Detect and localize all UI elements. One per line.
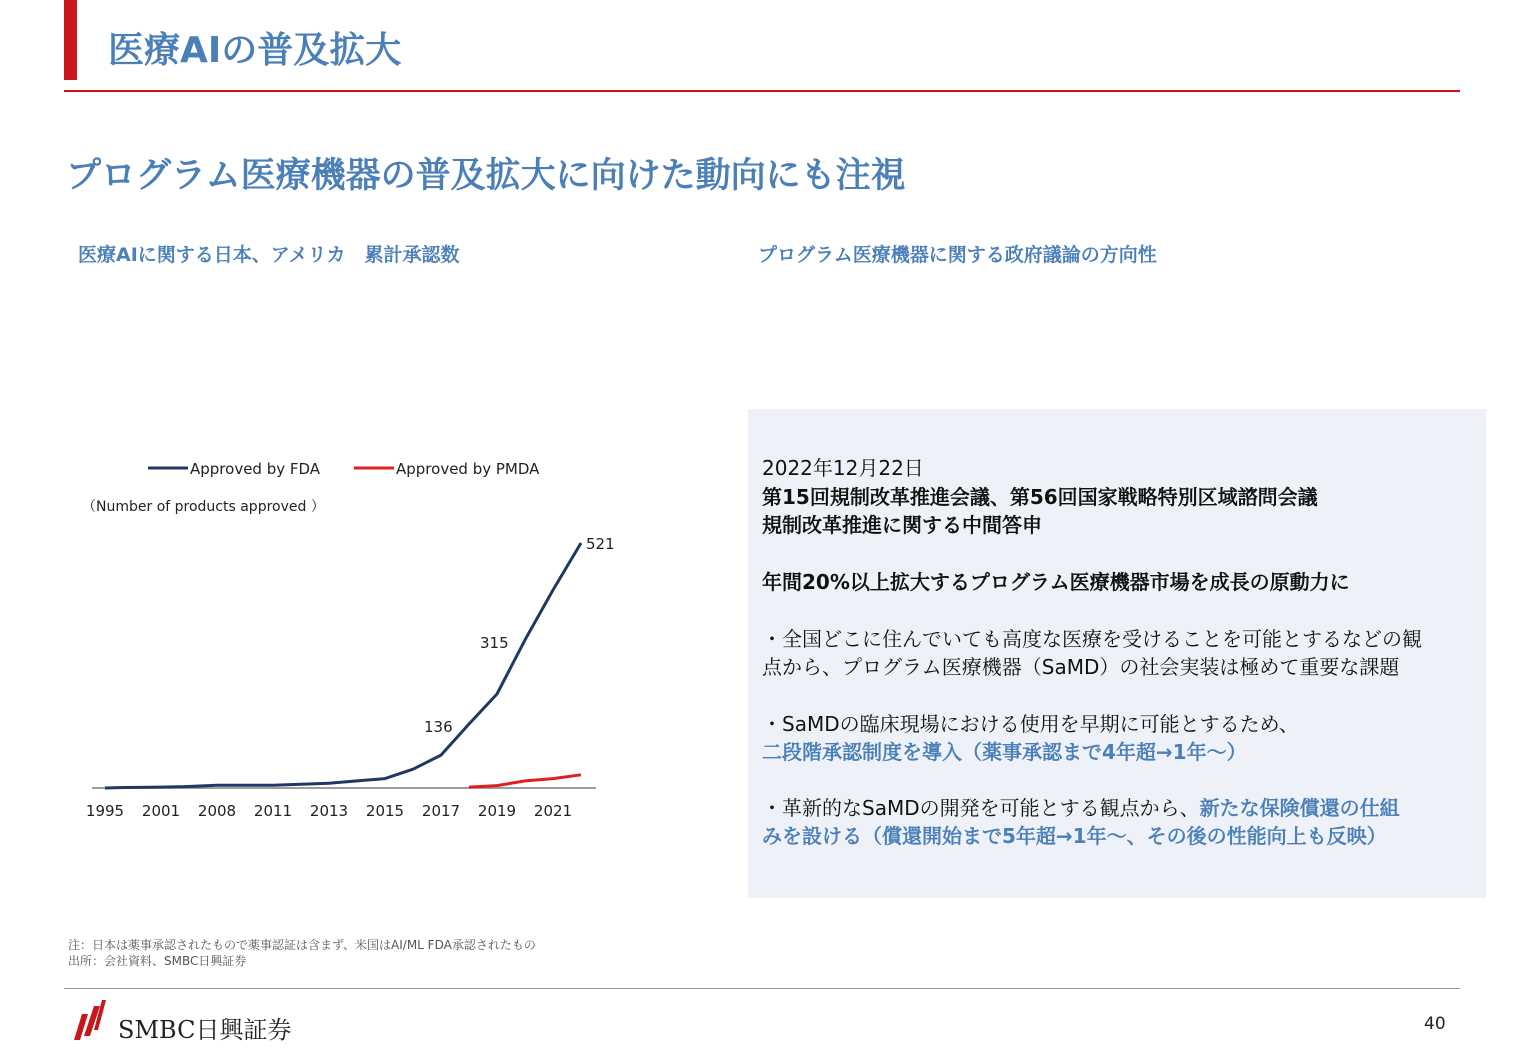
x-tick-label-2011: 2011	[253, 802, 293, 820]
chart-section-heading: 医療AIに関する日本、アメリカ 累計承認数	[78, 244, 460, 266]
bullet-1-line-1: ・全国どこに住んでいても高度な医療を受けることを可能とするなどの観	[762, 627, 1422, 651]
x-tick-label-2001: 2001	[141, 802, 181, 820]
series-line-fda	[105, 543, 581, 788]
data-label-315: 315	[480, 633, 509, 652]
x-tick-label-2021: 2021	[533, 802, 573, 820]
panel-headline: 年間20%以上拡大するプログラム医療機器市場を成長の原動力に	[762, 570, 1350, 594]
company-logo-icon	[72, 996, 112, 1046]
approvals-line-chart	[70, 445, 670, 835]
x-tick-label-2013: 2013	[309, 802, 349, 820]
title-accent-bar	[64, 0, 77, 80]
panel-report: 規制改革推進に関する中間答申	[762, 513, 1042, 537]
legend-fda-label: Approved by FDA	[190, 460, 321, 478]
bullet-3-line-2: みを設ける（償還開始まで5年超→1年～、その後の性能向上も反映）	[762, 824, 1387, 848]
x-tick-label-2017: 2017	[421, 802, 461, 820]
series-line-pmda	[469, 775, 581, 787]
footer-divider	[64, 988, 1460, 989]
page-subtitle: プログラム医療機器の普及拡大に向けた動向にも注視	[66, 156, 906, 196]
chart-legend	[148, 460, 540, 478]
footnote-note: 注：日本は薬事承認されたもので薬事認証は含まず、米国はAI/ML FDA承認されたもの	[68, 938, 536, 952]
y-unit-label: （Number of products approved ）	[82, 499, 325, 515]
panel-meeting: 第15回規制改革推進会議、第56回国家戦略特別区域諮問会議	[762, 485, 1318, 509]
policy-section-heading: プログラム医療機器に関する政府議論の方向性	[758, 244, 1157, 266]
panel-date: 2022年12月22日	[762, 456, 924, 480]
page-title: 医療AIの普及拡大	[108, 30, 402, 71]
x-tick-label-1995: 1995	[85, 802, 125, 820]
x-tick-label-2015: 2015	[365, 802, 405, 820]
bullet-3-text: ・革新的なSaMDの開発を可能とする観点から、	[762, 796, 1200, 820]
bullet-3-highlight: 新たな保険償還の仕組	[1199, 796, 1400, 820]
company-name: SMBC日興証券	[118, 1016, 292, 1044]
data-label-136: 136	[424, 718, 453, 736]
bullet-2-line-2: 二段階承認制度を導入（薬事承認まで4年超→1年～）	[762, 740, 1247, 764]
legend-pmda-label: Approved by PMDA	[396, 460, 540, 478]
page-number: 40	[1424, 1014, 1446, 1034]
x-tick-label-2008: 2008	[197, 802, 237, 820]
data-label-521: 521	[586, 535, 615, 553]
policy-panel	[748, 409, 1486, 898]
footnote-source: 出所：会社資料、SMBC日興証券	[68, 954, 247, 968]
x-tick-label-2019: 2019	[477, 802, 517, 820]
bullet-2-line-1: ・SaMDの臨床現場における使用を早期に可能とするため、	[762, 712, 1299, 736]
header-divider	[64, 90, 1460, 92]
bullet-1-line-2: 点から、プログラム医療機器（SaMD）の社会実装は極めて重要な課題	[762, 655, 1400, 679]
bullet-3-line-1	[762, 794, 1400, 822]
